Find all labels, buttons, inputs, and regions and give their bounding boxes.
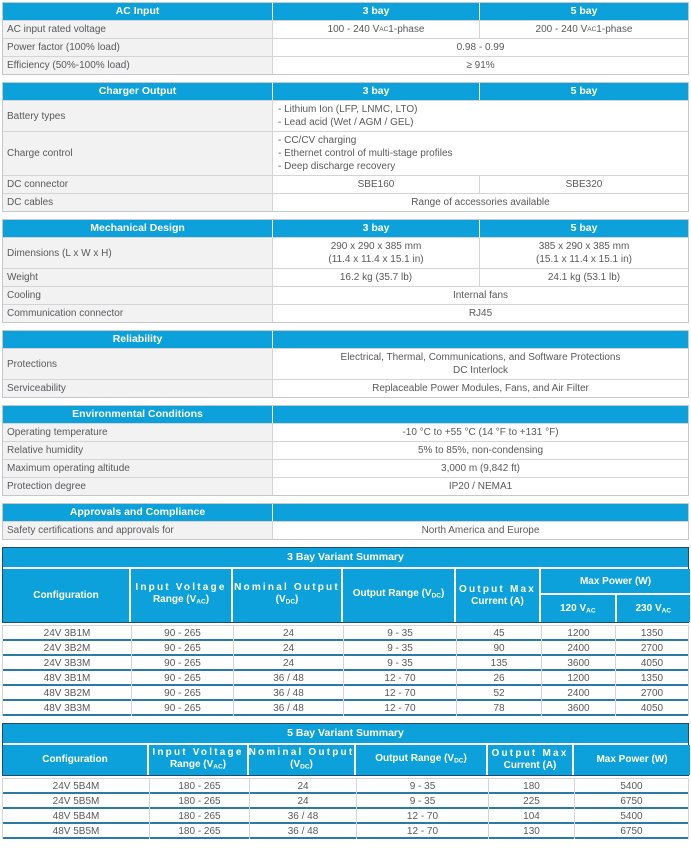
column-header-output-range: Output Range $(V_{DC})$ — [356, 745, 486, 775]
variant-3bay-header-block — [2, 547, 689, 623]
cell-output-range: 12 - 70 — [343, 686, 456, 701]
column-header-5bay: 5 bay — [479, 3, 688, 20]
column-header-output-max-current: Output Max Current (A) — [456, 569, 539, 622]
table-row — [3, 779, 688, 794]
cell-nominal-output: 24 — [249, 779, 356, 794]
cell-output-range: 12 - 70 — [356, 809, 488, 824]
spec-row-label: Cooling — [3, 287, 272, 304]
max-power-subcolumns — [541, 595, 690, 622]
spec-row — [3, 521, 688, 539]
column-header-3bay: 3 bay — [272, 83, 479, 100]
column-header-input-voltage-range: Input Voltage Range $(V_{AC})$ — [149, 745, 247, 775]
spec-value: 3,000 m (9,842 ft) — [272, 460, 688, 477]
spec-value: - CC/CV charging - Ethernet control of multi-stage profiles - Deep discharge recovery — [272, 132, 688, 175]
cell-configuration: 48V 5B5M — [52, 826, 100, 837]
variant-3bay-title: 3 Bay Variant Summary — [3, 548, 688, 567]
column-header-max-power — [541, 569, 690, 622]
spec-row — [3, 379, 688, 397]
table-row — [3, 686, 688, 701]
spec-value-5bay: 385 x 290 x 385 mm (15.1 x 11.4 x 15.1 in) — [479, 238, 688, 268]
spec-value: Replaceable Power Modules, Fans, and Air Filter — [272, 380, 688, 397]
spec-value-3bay: SBE160 — [272, 176, 479, 193]
spec-row — [3, 286, 688, 304]
spec-row — [3, 131, 688, 175]
reliability-table — [2, 330, 689, 398]
spec-row — [3, 459, 688, 477]
charger-output-header — [3, 83, 688, 100]
spec-value-3bay: 290 x 290 x 385 mm (11.4 x 11.4 x 15.1 in) — [272, 238, 479, 268]
cell-input-voltage: 180 - 265 — [149, 824, 249, 839]
variant-3bay-rows — [2, 625, 689, 716]
spec-row — [3, 304, 688, 322]
cell-max-power-230: 1350 — [615, 626, 688, 641]
spec-value: ≥ 91% — [272, 57, 688, 74]
variant-3bay-column-headers — [3, 569, 688, 622]
cell-output-max-current: 78 — [456, 701, 541, 716]
cell-nominal-output: 36 / 48 — [249, 809, 356, 824]
spec-value: 5% to 85%, non-condensing — [272, 442, 688, 459]
cell-max-power-230: 4050 — [615, 701, 688, 716]
spec-row — [3, 477, 688, 495]
spec-row-label: Efficiency (50%-100% load) — [3, 57, 272, 74]
mechanical-design-header — [3, 220, 688, 237]
spec-row — [3, 441, 688, 459]
charger-output-table — [2, 82, 689, 212]
cell-max-power-120: 2400 — [541, 686, 615, 701]
column-header-configuration: Configuration — [3, 745, 147, 775]
table-title: Approvals and Compliance — [69, 506, 206, 518]
spec-row — [3, 100, 688, 131]
spec-row-label: Safety certifications and approvals for — [3, 522, 272, 539]
spec-row — [3, 20, 688, 38]
spec-row-label: AC input rated voltage — [3, 21, 272, 38]
spec-row-label: Maximum operating altitude — [3, 460, 272, 477]
cell-nominal-output: 36 / 48 — [233, 671, 343, 686]
spec-value: IP20 / NEMA1 — [272, 478, 688, 495]
cell-input-voltage: 90 - 265 — [131, 671, 233, 686]
ac-input-header — [3, 3, 688, 20]
column-header-5bay: 5 bay — [479, 220, 688, 237]
cell-configuration: 24V 5B5M — [52, 796, 100, 807]
variant-summary-5bay-table — [2, 723, 689, 839]
cell-output-range: 12 - 70 — [343, 671, 456, 686]
spec-row-label: Serviceability — [3, 380, 272, 397]
environmental-conditions-header — [3, 406, 688, 423]
column-header-configuration: Configuration — [3, 569, 129, 622]
spec-row-label: Protection degree — [3, 478, 272, 495]
cell-configuration: 48V 3B1M — [43, 673, 91, 684]
spec-value-3bay: 16.2 kg (35.7 lb) — [272, 269, 479, 286]
approvals-compliance-header — [3, 504, 688, 521]
approvals-compliance-table — [2, 503, 689, 540]
cell-input-voltage: 90 - 265 — [131, 701, 233, 716]
table-row — [3, 656, 688, 671]
cell-max-power-120: 2400 — [541, 641, 615, 656]
spec-value: Electrical, Thermal, Communications, and Software Protections DC Interlock — [272, 349, 688, 379]
cell-output-range: 12 - 70 — [343, 701, 456, 716]
cell-nominal-output: 24 — [233, 641, 343, 656]
cell-max-power-120: 3600 — [541, 656, 615, 671]
spec-row-label: Operating temperature — [3, 424, 272, 441]
table-title: Reliability — [112, 333, 163, 345]
cell-configuration: 48V 3B3M — [43, 703, 91, 714]
variant-5bay-header-block — [2, 723, 689, 776]
spec-row-label: Weight — [3, 269, 272, 286]
cell-configuration: 24V 3B1M — [43, 628, 91, 639]
cell-output-max-current: 135 — [456, 656, 541, 671]
table-title: Mechanical Design — [90, 222, 185, 234]
cell-nominal-output: 24 — [233, 626, 343, 641]
column-header-5bay: 5 bay — [479, 83, 688, 100]
cell-max-power: 5400 — [574, 809, 688, 824]
column-header-output-max-current: Output Max Current (A) — [488, 745, 572, 775]
table-row — [3, 809, 688, 824]
cell-output-max-current: 225 — [488, 794, 574, 809]
spec-value: - Lithium Ion (LFP, LNMC, LTO) - Lead acid (Wet / AGM / GEL) — [272, 101, 688, 131]
spec-row-label: DC cables — [3, 194, 272, 211]
table-row — [3, 701, 688, 716]
cell-output-max-current: 26 — [456, 671, 541, 686]
cell-configuration: 48V 5B4M — [52, 811, 100, 822]
column-header-blank — [272, 331, 688, 348]
environmental-conditions-table — [2, 405, 689, 496]
cell-input-voltage: 180 - 265 — [149, 809, 249, 824]
variant-5bay-rows — [2, 778, 689, 839]
cell-max-power: 6750 — [574, 794, 688, 809]
column-header-input-voltage-range: Input Voltage Range $(V_{AC})$ — [131, 569, 231, 622]
spec-row-label: DC connector — [3, 176, 272, 193]
cell-input-voltage: 90 - 265 — [131, 641, 233, 656]
spec-row-label: Power factor (100% load) — [3, 39, 272, 56]
cell-output-max-current: 45 — [456, 626, 541, 641]
table-row — [3, 641, 688, 656]
table-title: Environmental Conditions — [72, 408, 203, 420]
spec-row — [3, 193, 688, 211]
table-title: Charger Output — [98, 85, 177, 97]
spec-value: 0.98 - 0.99 — [272, 39, 688, 56]
column-header-max-power: Max Power (W) — [574, 745, 690, 775]
cell-max-power-230: 2700 — [615, 641, 688, 656]
column-header-blank — [272, 406, 688, 423]
cell-output-range: 9 - 35 — [343, 656, 456, 671]
cell-nominal-output: 36 / 48 — [233, 701, 343, 716]
cell-output-max-current: 130 — [488, 824, 574, 839]
variant-5bay-column-headers — [3, 745, 688, 775]
cell-input-voltage: 90 - 265 — [131, 626, 233, 641]
spec-row — [3, 237, 688, 268]
cell-output-max-current: 104 — [488, 809, 574, 824]
cell-configuration: 24V 3B3M — [43, 658, 91, 669]
spec-row — [3, 423, 688, 441]
cell-output-range: 9 - 35 — [356, 779, 488, 794]
column-header-230vac: 230 $V_{AC}$ — [617, 595, 691, 622]
column-header-3bay: 3 bay — [272, 220, 479, 237]
spec-row-label: Charge control — [3, 132, 272, 175]
cell-max-power: 5400 — [574, 779, 688, 794]
cell-input-voltage: 90 - 265 — [131, 656, 233, 671]
spec-row-label: Battery types — [3, 101, 272, 131]
spec-row — [3, 268, 688, 286]
spec-row-label: Protections — [3, 349, 272, 379]
table-title: AC Input — [115, 5, 160, 17]
column-header-output-range: Output Range $(V_{DC})$ — [343, 569, 454, 622]
cell-max-power: 6750 — [574, 824, 688, 839]
cell-input-voltage: 180 - 265 — [149, 794, 249, 809]
cell-configuration: 24V 3B2M — [43, 643, 91, 654]
cell-input-voltage: 180 - 265 — [149, 779, 249, 794]
cell-max-power-120: 1200 — [541, 671, 615, 686]
spec-row — [3, 56, 688, 74]
spec-value-5bay: 200 - 240 V AC 1-phase — [479, 21, 688, 38]
spec-value-5bay: 24.1 kg (53.1 lb) — [479, 269, 688, 286]
spec-row — [3, 348, 688, 379]
cell-nominal-output: 24 — [249, 794, 356, 809]
variant-summary-3bay-table — [2, 547, 689, 716]
spec-row-label: Dimensions (L x W x H) — [3, 238, 272, 268]
cell-output-range: 12 - 70 — [356, 824, 488, 839]
spec-value: Internal fans — [272, 287, 688, 304]
spec-value: RJ45 — [272, 305, 688, 322]
cell-output-max-current: 52 — [456, 686, 541, 701]
cell-output-range: 9 - 35 — [356, 794, 488, 809]
cell-max-power-120: 3600 — [541, 701, 615, 716]
cell-output-range: 9 - 35 — [343, 641, 456, 656]
spec-value: Range of accessories available — [272, 194, 688, 211]
column-header-120vac: 120 $V_{AC}$ — [541, 595, 615, 622]
spec-value: North America and Europe — [272, 522, 688, 539]
cell-nominal-output: 24 — [233, 656, 343, 671]
spec-value-3bay: 100 - 240 V AC 1-phase — [272, 21, 479, 38]
table-row — [3, 794, 688, 809]
ac-input-table — [2, 2, 689, 75]
column-header-nominal-output: Nominal Output $(V_{DC})$ — [249, 745, 354, 775]
cell-max-power-230: 4050 — [615, 656, 688, 671]
mechanical-design-table — [2, 219, 689, 323]
cell-max-power-230: 1350 — [615, 671, 688, 686]
table-row — [3, 626, 688, 641]
table-row — [3, 824, 688, 839]
max-power-label: Max Power (W) — [541, 569, 690, 593]
spec-row — [3, 175, 688, 193]
cell-output-max-current: 180 — [488, 779, 574, 794]
spec-row — [3, 38, 688, 56]
spec-row-label: Communication connector — [3, 305, 272, 322]
cell-max-power-120: 1200 — [541, 626, 615, 641]
cell-max-power-230: 2700 — [615, 686, 688, 701]
spec-row-label: Relative humidity — [3, 442, 272, 459]
column-header-blank — [272, 504, 688, 521]
column-header-3bay: 3 bay — [272, 3, 479, 20]
cell-nominal-output: 36 / 48 — [249, 824, 356, 839]
cell-output-range: 9 - 35 — [343, 626, 456, 641]
cell-configuration: 24V 5B4M — [52, 781, 100, 792]
table-row — [3, 671, 688, 686]
cell-nominal-output: 36 / 48 — [233, 686, 343, 701]
reliability-header — [3, 331, 688, 348]
spec-value-5bay: SBE320 — [479, 176, 688, 193]
variant-5bay-title: 5 Bay Variant Summary — [3, 724, 688, 743]
cell-input-voltage: 90 - 265 — [131, 686, 233, 701]
column-header-nominal-output: Nominal Output $(V_{DC})$ — [233, 569, 341, 622]
cell-configuration: 48V 3B2M — [43, 688, 91, 699]
spec-value: -10 °C to +55 °C (14 °F to +131 °F) — [272, 424, 688, 441]
cell-output-max-current: 90 — [456, 641, 541, 656]
